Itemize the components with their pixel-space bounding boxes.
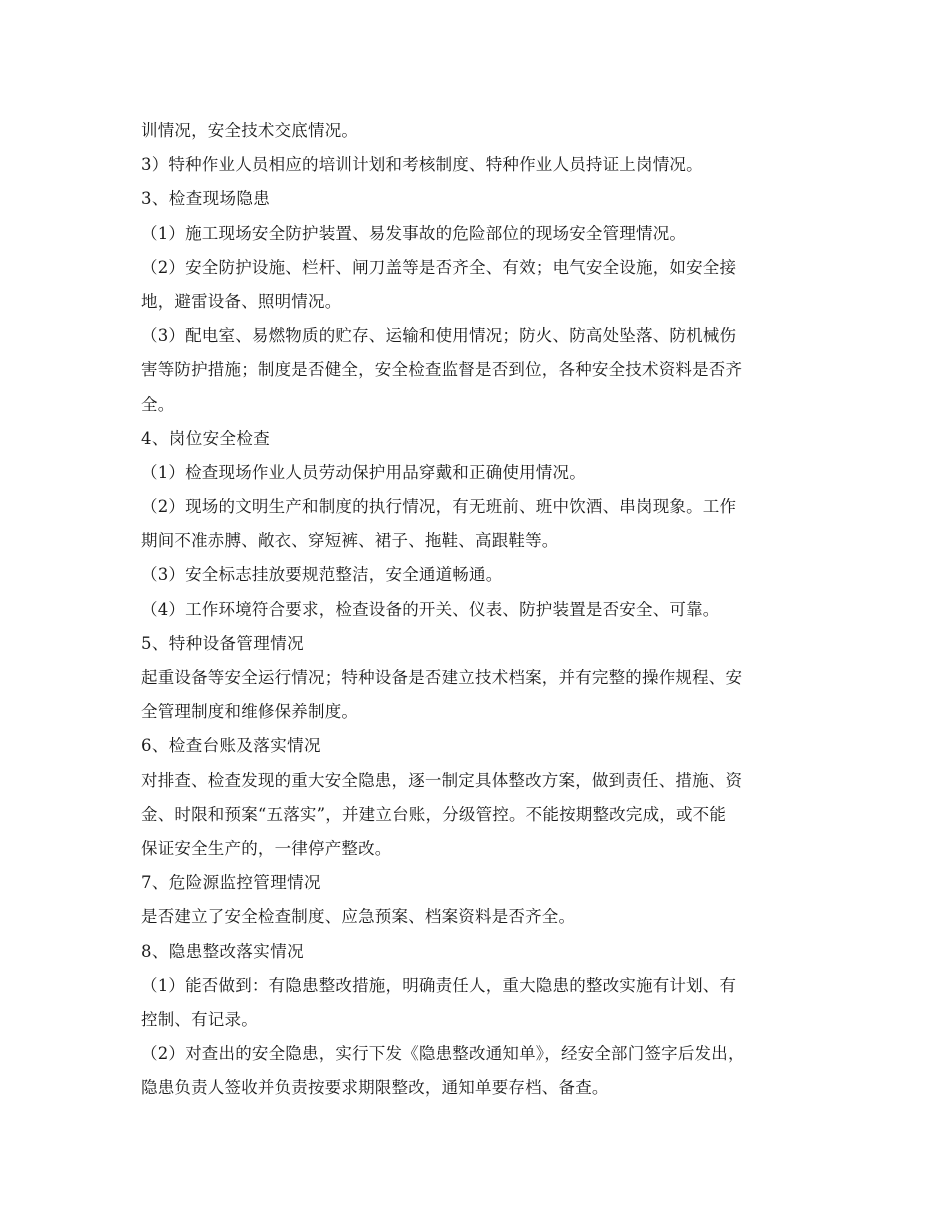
paragraph-line: （4）工作环境符合要求，检查设备的开关、仪表、防护装置是否安全、可靠。 [141,599,720,619]
section-heading: 8、隐患整改落实情况 [141,941,304,961]
document-body [141,114,821,1105]
paragraph-line: （2）现场的文明生产和制度的执行情况，有无班前、班中饮酒、串岗现象。工作 [141,497,737,517]
paragraph-line: 害等防护措施；制度是否健全，安全检查监督是否到位，各种安全技术资料是否齐 [141,360,743,380]
paragraph-line: （1）能否做到：有隐患整改措施，明确责任人，重大隐患的整改实施有计划、有 [141,975,737,995]
paragraph-line: （3）配电室、易燃物质的贮存、运输和使用情况；防火、防高处坠落、防机械伤 [141,326,737,346]
paragraph-line: （1）检查现场作业人员劳动保护用品穿戴和正确使用情况。 [141,462,586,482]
section-heading: 6、检查台账及落实情况 [141,736,321,756]
paragraph-line: 控制、有记录。 [141,1009,258,1029]
paragraph-line: （2）安全防护设施、栏杆、闸刀盖等是否齐全、有效；电气安全设施，如安全接 [141,257,737,277]
paragraph-line: 全管理制度和维修保养制度。 [141,702,359,722]
paragraph-line: 全。 [141,394,175,414]
paragraph-line: 是否建立了安全检查制度、应急预案、档案资料是否齐全。 [141,907,576,927]
paragraph-line: 对排查、检查发现的重大安全隐患，逐一制定具体整改方案，做到责任、措施、资 [141,770,743,790]
paragraph-line: 地，避雷设备、照明情况。 [141,291,342,311]
paragraph-line: 3）特种作业人员相应的培训计划和考核制度、特种作业人员持证上岗情况。 [141,155,703,175]
section-heading: 4、岗位安全检查 [141,428,271,448]
section-heading: 5、特种设备管理情况 [141,633,304,653]
section-heading: 3、检查现场隐患 [141,189,271,209]
section-heading: 7、危险源监控管理情况 [141,873,321,893]
paragraph-line: 保证安全生产的，一律停产整改。 [141,838,392,858]
paragraph-line: （3）安全标志挂放要规范整洁，安全通道畅通。 [141,565,503,585]
paragraph-line: 起重设备等安全运行情况；特种设备是否建立技术档案，并有完整的操作规程、安 [141,668,743,687]
paragraph-line: 金、时限和预案“五落实”，并建立台账，分级管控。不能按期整改完成，或不能 [141,804,727,824]
paragraph-line: 训情况，安全技术交底情况。 [141,121,359,140]
paragraph-line: 隐患负责人签收并负责按要求期限整改，通知单要存档、备查。 [141,1078,609,1098]
paragraph-line: （1）施工现场安全防护装置、易发事故的危险部位的现场安全管理情况。 [141,223,687,243]
paragraph-line: （2）对查出的安全隐患，实行下发《隐患整改通知单》，经安全部门签字后发出， [141,1044,745,1064]
paragraph-line: 期间不准赤膊、敞衣、穿短裤、裙子、拖鞋、高跟鞋等。 [141,531,559,551]
